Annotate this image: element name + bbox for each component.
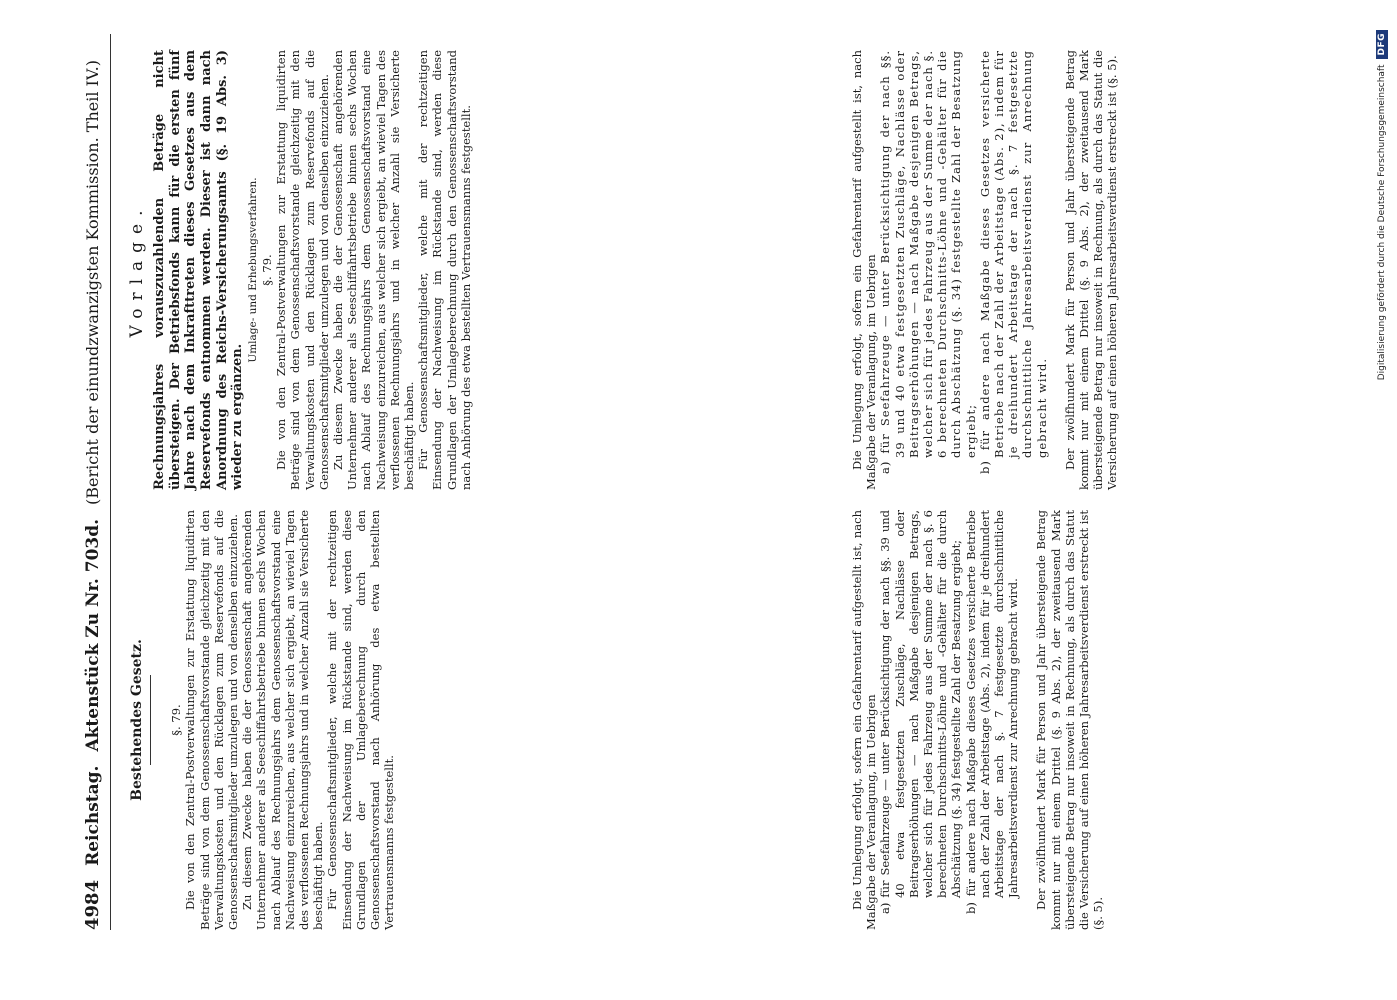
header-title: (Bericht der einundzwanzigsten Kommission. Theil IV.) xyxy=(83,60,102,505)
right-column-heading: Vorlage. xyxy=(127,202,147,338)
header-reichstag: Reichstag. xyxy=(83,765,103,866)
right-paragraph-1: Die von den Zentral-Postverwaltungen zur Erstattung liquidirten Beträge sind von dem Genossenschaftsvorstande gleichzeitig mit den Verwaltungskosten und den Rücklagen zum Reservefonds auf die Genossenschaftsmitglieder umzulegen und von denselben einzuziehen. xyxy=(274,50,331,490)
header-rule xyxy=(110,34,111,930)
header-aktenstueck: Aktenstück Zu Nr. 703d. xyxy=(83,518,103,752)
left-column-upper xyxy=(130,510,396,930)
dfg-logo: DFG xyxy=(1376,30,1388,59)
left-paragraph-2: Zu diesem Zwecke haben die der Genossenschaft angehörenden Unternehmer anderer als Seeschiffahrtsbetriebe binnen sechs Wochen nach Ablauf des Rechnungsjahrs dem Genossenschaftsvorstand eine Nachweisung einzureichen, aus welcher sich ergiebt, an wieviel Tagen des verflossenen Rechnungsjahrs und in welcher Anzahl sie Versicherte beschäftigt haben. xyxy=(240,510,326,930)
credit-text: Digitalisierung gefördert durch die Deutsche Forschungsgemeinschaft xyxy=(1377,64,1387,381)
page-number: 4984 xyxy=(82,879,103,930)
right-bold-intro: Rechnungsjahres vorauszuzahlenden Beträge nicht übersteigen. Der Betriebsfonds kann für die ersten fünf Jahre nach dem Inkrafttreten dieses Gesetzes aus dem Reservefonds entnommen werden. Dieser ist dann nach Anordnung des Reichs-Versicherungsamts (§. 19 Abs. 3) wieder zu ergänzen. xyxy=(152,50,246,490)
right-item-b: b) für andere nach Maßgabe dieses Gesetzes versicherte Betriebe nach der Zahl der Arbeitstage (Abs. 2), indem für je dreihundert Arbeitstage der nach §. 7 festgesetzte durchschnittliche Jahresarbeitsverdienst zur Anrechnung gebracht wird. xyxy=(977,50,1049,474)
right-section-79: §. 79. xyxy=(259,254,274,286)
left-item-b: b) für andere nach Maßgabe dieses Gesetzes versicherte Betriebe nach der Zahl der Arbeitstage (Abs. 2), indem für je dreihundert Arbeitstage der nach §. 7 festgesetzte durchschnittliche Jahresarbeitsverdienst zur Anrechnung gebracht wird. xyxy=(963,510,1021,914)
left-section-79: §. 79. xyxy=(169,704,184,736)
right-paragraph-4: Die Umlegung erfolgt, sofern ein Gefahrentarif aufgestellt ist, nach Maßgabe der Veranlagung, im Uebrigen xyxy=(850,50,879,490)
left-column-lower xyxy=(850,510,1105,930)
right-item-a: a) für Seefahrzeuge — unter Berücksichtigung der nach §§. 39 und 40 etwa festgesetzten Zuschläge, Nachlässe oder Beitragserhöhungen — nach Maßgabe desjenigen Betrags, welcher sich für jedes Fahrzeug aus der Summe der nach §. 6 berechneten Durchschnitts-Löhne und -Gehälter für die durch Abschätzung (§. 34) festgestellte Zahl der Besatzung ergiebt; xyxy=(878,50,978,474)
right-paragraph-3: Für Genossenschaftsmitglieder, welche mit der rechtzeitigen Einsendung der Nachweisung im Rückstande sind, werden diese Grundlagen der Umlageberechnung durch den Genossenschaftsvorstand nach Anhörung des etwa bestellten Vertrauensmanns festgestellt. xyxy=(416,50,473,490)
digitization-credit xyxy=(1372,30,1392,970)
right-column-lower xyxy=(850,50,1120,490)
right-paragraph-5: Der zwölfhundert Mark für Person und Jahr übersteigende Betrag kommt nur mit einem Drittel (§. 9 Abs. 2), der zweitausend Mark übersteigende Betrag nur insoweit in Rechnung, als durch das Statut die Versicherung auf einen höheren Jahresarbeitsverdienst erstreckt ist (§. 5). xyxy=(1062,50,1120,490)
left-paragraph-4: Die Umlegung erfolgt, sofern ein Gefahrentarif aufgestellt ist, nach Maßgabe der Veranlagung, im Uebrigen xyxy=(850,510,879,930)
page-header xyxy=(82,30,112,930)
right-paragraph-2: Zu diesem Zwecke haben die der Genossenschaft angehörenden Unternehmer anderer als Seeschiffahrtsbetriebe binnen sechs Wochen nach Ablauf des Rechnungsjahrs dem Genossenschaftsvorstand eine Nachweisung einzureichen, aus welcher sich ergiebt, an wieviel Tagen des verflossenen Rechnungsjahrs und in welcher Anzahl sie Versicherte beschäftigt haben. xyxy=(330,50,416,490)
left-paragraph-3: Für Genossenschaftsmitglieder, welche mit der rechtzeitigen Einsendung der Nachweisung im Rückstande sind, werden diese Grundlagen der Umlageberechnung durch den Genossenschaftsvorstand nach Anhörung des etwa bestellten Vertrauensmanns festgestellt. xyxy=(325,510,397,930)
left-column-heading: Bestehendes Gesetz. xyxy=(129,639,145,801)
left-paragraph-1: Die von den Zentral-Postverwaltungen zur Erstattung liquidirten Beträge sind von dem Genossenschaftsvorstande gleichzeitig mit den Verwaltungskosten und den Rücklagen zum Reservefonds auf die Genossenschaftsmitglieder umzulegen und von denselben einzuziehen. xyxy=(183,510,241,930)
heading-rule xyxy=(150,675,151,765)
left-item-a: a) für Seefahrzeuge — unter Berücksichtigung der nach §§. 39 und 40 etwa festgesetzten Zuschläge, Nachlässe oder Beitragserhöhungen — nach Maßgabe desjenigen Betrags, welcher sich für jedes Fahrzeug aus der Summe der nach §. 6 berechneten Durchschnitts-Löhne und -Gehälter für die durch Abschätzung (§. 34) festgestellte Zahl der Besatzung ergiebt; xyxy=(878,510,964,914)
right-subheading: Umlage- und Erhebungsverfahren. xyxy=(246,177,259,363)
left-paragraph-5: Der zwölfhundert Mark für Person und Jahr übersteigende Betrag kommt nur mit einem Drittel (§. 9 Abs. 2), der zweitausend Mark übersteigende Betrag nur insoweit in Rechnung, als durch das Statut die Versicherung auf einen höheren Jahresarbeitsverdienst erstreckt ist (§. 5). xyxy=(1034,510,1106,930)
right-column-upper xyxy=(127,50,473,490)
